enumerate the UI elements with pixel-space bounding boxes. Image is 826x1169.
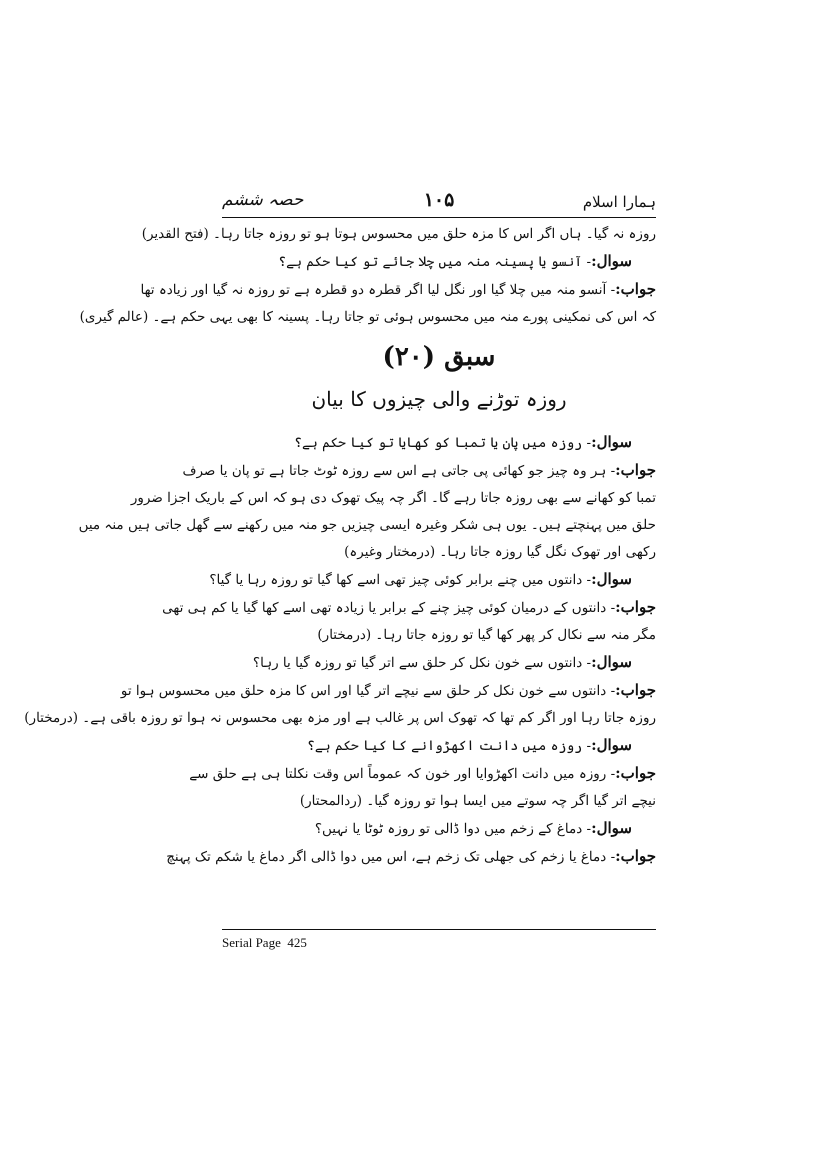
part-label: حصہ ششم <box>222 190 304 210</box>
question-label: سوال: <box>591 819 632 837</box>
question-text: - روزہ میں دانت اکھڑوانے کا کیا حکم ہے؟ <box>306 738 592 754</box>
answer-text: - دماغ یا زخم کی جھلی تک زخم ہے، اس میں دوا ڈالی اگر دماغ یا شکم تک پہنچ <box>166 849 616 865</box>
answer-label: جواب: <box>615 764 656 782</box>
answer-text: - روزہ میں دانت اکھڑوایا اور خون کہ عموماً اس وقت نکلتا ہی ہے حلق سے <box>189 766 616 782</box>
answer-line <box>182 457 656 485</box>
question-text: - دماغ کے زخم میں دوا ڈالی تو روزہ ٹوٹا یا نہیں؟ <box>314 821 592 837</box>
page-number: ۱۰۵ <box>423 189 455 211</box>
lesson-subtitle: روزہ توڑنے والی چیزوں کا بیان <box>311 387 567 411</box>
answer-label: جواب: <box>615 598 656 616</box>
answer-label: جواب: <box>615 847 656 865</box>
answer-line: رکھی اور تھوک نگل گیا روزہ جاتا رہا۔ (درمختار وغیرہ) <box>344 544 656 560</box>
text-line: روزہ نہ گیا۔ ہاں اگر اس کا مزہ حلق میں محسوس ہوتا ہو تو روزہ جاتا رہا۔ (فتح القدیر) <box>141 226 656 242</box>
page-header <box>222 185 656 217</box>
question-label: سوال: <box>591 570 632 588</box>
page-body <box>24 221 656 871</box>
question-line <box>222 815 656 843</box>
answer-line: نیچے اتر گیا اگر چہ سوتے میں ایسا ہوا تو روزہ گیا۔ (ردالمحتار) <box>299 793 656 809</box>
lesson-heading: سبق (۲۰) <box>382 342 496 372</box>
question-text: - آنسو یا پسینہ منہ میں چلا جائے تو کیا حکم ہے؟ <box>278 254 592 270</box>
serial-label: Serial Page <box>222 935 281 950</box>
answer-line: حلق میں پہنچتے ہیں۔ یوں ہی شکر وغیرہ ایسی چیزیں جو منہ میں رکھنے سے گھل جاتی ہیں منہ میں <box>78 517 656 533</box>
answer-line <box>140 276 656 304</box>
answer-label: جواب: <box>615 461 656 479</box>
answer-line: مگر منہ سے نکال کر پھر کھا گیا تو روزہ جاتا رہا۔ (درمختار) <box>317 627 656 643</box>
answer-line <box>120 677 656 705</box>
answer-line <box>162 594 656 622</box>
answer-label: جواب: <box>615 681 656 699</box>
question-line <box>209 566 656 594</box>
answer-text: - دانتوں کے درمیان کوئی چیز چنے کے برابر یا زیادہ تھی اسے کھا گیا یا کم ہی تھی <box>162 600 616 616</box>
footer-rule <box>222 929 656 930</box>
question-label: سوال: <box>591 252 632 270</box>
answer-line: تمبا کو کھانے سے بھی روزہ جاتا رہے گا۔ اگر چہ پیک تھوک دی ہو کہ اس کے باریک اجزا ضرور <box>130 490 656 506</box>
answer-text: - ہر وہ چیز جو کھائی پی جاتی ہے اس سے روزہ ٹوٹ جاتا ہے تو پان یا صرف <box>182 463 616 479</box>
question-line <box>222 732 656 760</box>
question-text: - دانتوں میں چنے برابر کوئی چیز تھی اسے کھا گیا تو روزہ رہا یا گیا؟ <box>209 572 592 588</box>
header-rule <box>222 217 656 218</box>
answer-line <box>189 760 656 788</box>
book-title: ہمارا اسلام <box>582 193 656 211</box>
question-label: سوال: <box>591 736 632 754</box>
answer-text: - آنسو منہ میں چلا گیا اور نگل لیا اگر قطرہ دو قطرہ ہے تو روزہ نہ گیا اور زیادہ تھا <box>140 282 616 298</box>
answer-line: کہ اس کی نمکینی پورے منہ میں محسوس ہوئی تو جاتا رہا۔ پسینہ کا بھی یہی حکم ہے۔ (عالم گیری) <box>79 309 656 325</box>
page-footer <box>222 935 307 951</box>
question-line <box>222 649 656 677</box>
serial-number: 425 <box>287 935 307 950</box>
answer-text: - دانتوں سے خون نکل کر حلق سے نیچے اتر گیا اور اس کا مزہ حلق میں محسوس ہوا تو <box>120 683 616 699</box>
question-text: - دانتوں سے خون نکل کر حلق سے اتر گیا تو روزہ گیا یا رہا؟ <box>252 655 592 671</box>
question-line <box>222 248 656 276</box>
answer-label: جواب: <box>615 280 656 298</box>
question-text: - روزہ میں پان یا تمبا کو کھایا تو کیا حکم ہے؟ <box>294 435 592 451</box>
answer-line: روزہ جاتا رہا اور اگر کم تھا کہ تھوک اس پر غالب ہے اور مزہ بھی محسوس نہ ہوا تو روزہ باقی ہے۔ (درمختار) <box>24 710 656 726</box>
question-label: سوال: <box>591 653 632 671</box>
answer-line <box>166 843 656 871</box>
question-line <box>222 429 656 457</box>
question-label: سوال: <box>591 433 632 451</box>
